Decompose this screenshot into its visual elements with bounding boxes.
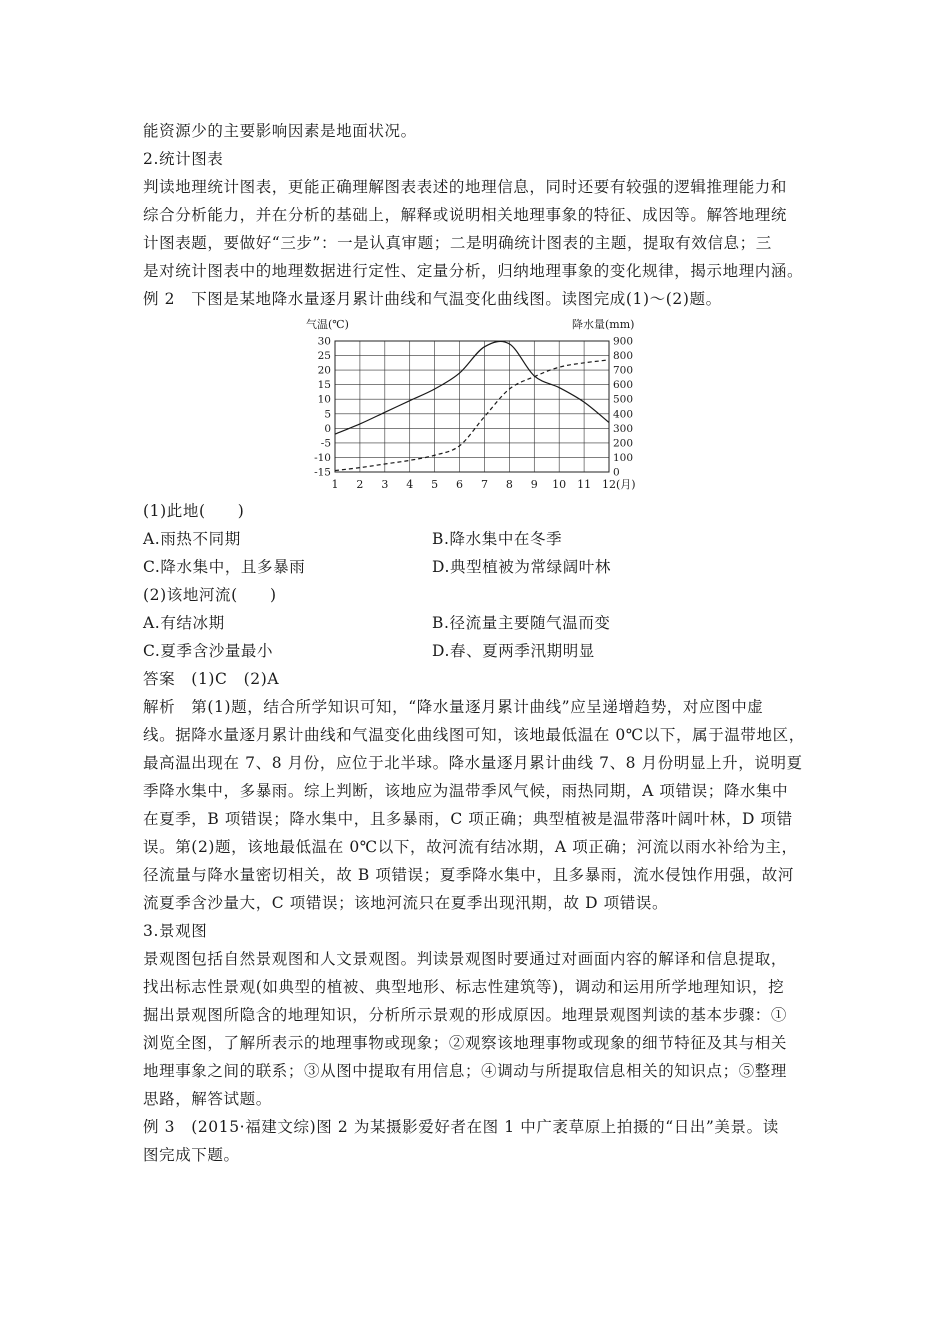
analysis-line: 季降水集中，多暴雨。综上判断，该地应为温带季风气候，雨热同期，A 项错误；降水集中 bbox=[143, 782, 789, 800]
example-heading: 例 3 (2015·福建文综)图 2 为某摄影爱好者在图 1 中广袤草原上拍摄的“日出”美景。读 bbox=[143, 1118, 779, 1136]
left-tick-label: 30 bbox=[317, 335, 331, 348]
x-tick-label: 2 bbox=[356, 478, 364, 491]
paragraph-line: 地理事象之间的联系；③从图中提取有用信息；④调动与所提取信息相关的知识点；⑤整理 bbox=[143, 1062, 788, 1080]
x-tick-label: 1 bbox=[331, 478, 339, 491]
chart-grid bbox=[335, 341, 609, 472]
analysis-line: 在夏季，B 项错误；降水集中，且多暴雨，C 项正确；典型植被是温带落叶阔叶林，D 项错 bbox=[143, 810, 793, 828]
left-tick-label: 15 bbox=[317, 379, 331, 392]
chart-ticks bbox=[314, 336, 636, 492]
x-tick-label: 3 bbox=[381, 478, 389, 491]
x-tick-label: 5 bbox=[431, 478, 439, 491]
question-2-stem: (2)该地河流( ) bbox=[143, 586, 277, 604]
x-tick-label: 12 bbox=[602, 478, 616, 491]
right-tick-label: 600 bbox=[613, 379, 634, 392]
left-tick-label: 0 bbox=[324, 422, 331, 435]
analysis-line: 最高温出现在 7、8 月份，应位于北半球。降水量逐月累计曲线 7、8 月份明显上升，说明夏 bbox=[143, 754, 803, 772]
question-1-option-d: D.典型植被为常绿阔叶林 bbox=[432, 558, 612, 576]
paragraph-line: 能资源少的主要影响因素是地面状况。 bbox=[143, 122, 417, 140]
paragraph-line: 是对统计图表中的地理数据进行定性、定量分析，归纳地理事象的变化规律，揭示地理内涵。 bbox=[143, 262, 804, 280]
right-axis-label: 降水量(mm) bbox=[572, 318, 635, 331]
paragraph-line: 掘出景观图所隐含的地理知识，分析所示景观的形成原因。地理景观图判读的基本步骤：① bbox=[143, 1006, 788, 1024]
x-tick-label: 10 bbox=[552, 478, 567, 491]
section-heading: 2.统计图表 bbox=[143, 150, 224, 168]
question-2-option-b: B.径流量主要随气温而变 bbox=[432, 614, 611, 632]
right-tick-label: 200 bbox=[613, 437, 634, 450]
right-tick-label: 800 bbox=[613, 350, 634, 363]
right-tick-label: 400 bbox=[613, 408, 634, 421]
chart-series bbox=[335, 341, 609, 470]
precipitation-cumulative-line bbox=[335, 360, 609, 471]
x-unit-label: (月) bbox=[616, 478, 636, 491]
left-tick-label: -10 bbox=[314, 451, 331, 464]
paragraph-line: 景观图包括自然景观图和人文景观图。判读景观图时要通过对画面内容的解译和信息提取， bbox=[143, 950, 788, 968]
analysis-line: 径流量与降水量密切相关，故 B 项错误；夏季降水集中，且多暴雨，流水侵蚀作用强，故河 bbox=[143, 866, 794, 884]
paragraph-line: 图完成下题。 bbox=[143, 1146, 240, 1164]
left-axis-label: 气温(℃) bbox=[306, 318, 349, 331]
analysis-line: 线。据降水量逐月累计曲线和气温变化曲线图可知，该地最低温在 0℃以下，属于温带地区， bbox=[143, 726, 805, 744]
right-tick-label: 300 bbox=[613, 422, 634, 435]
analysis-line: 误。第(2)题，该地最低温在 0℃以下，故河流有结冰期，A 项正确；河流以雨水补给为主， bbox=[143, 838, 798, 856]
answer-line: 答案 (1)C (2)A bbox=[143, 670, 280, 688]
question-2-option-d: D.春、夏两季汛期明显 bbox=[432, 642, 595, 660]
question-1-option-b: B.降水集中在冬季 bbox=[432, 530, 563, 548]
left-tick-label: 20 bbox=[317, 364, 331, 377]
section-heading: 3.景观图 bbox=[143, 922, 208, 940]
left-tick-label: -15 bbox=[314, 466, 331, 479]
x-tick-label: 11 bbox=[577, 478, 592, 491]
x-tick-label: 4 bbox=[406, 478, 414, 491]
analysis-line: 解析 第(1)题，结合所学知识可知，“降水量逐月累计曲线”应呈递增趋势，对应图中虚 bbox=[143, 698, 764, 716]
question-1-option-a: A.雨热不同期 bbox=[143, 530, 241, 548]
paragraph-line: 综合分析能力，并在分析的基础上，解释或说明相关地理事象的特征、成因等。解答地理统 bbox=[143, 206, 788, 224]
paragraph-line: 计图表题，要做好“三步”：一是认真审题；二是明确统计图表的主题，提取有效信息；三 bbox=[143, 234, 772, 252]
right-tick-label: 0 bbox=[613, 466, 620, 479]
paragraph-line: 找出标志性景观(如典型的植被、典型地形、标志性建筑等)，调动和运用所学地理知识，挖 bbox=[143, 978, 785, 996]
example-heading: 例 2 下图是某地降水量逐月累计曲线和气温变化曲线图。读图完成(1)～(2)题。 bbox=[143, 290, 722, 308]
x-tick-label: 9 bbox=[530, 478, 538, 491]
left-tick-label: 25 bbox=[317, 350, 331, 363]
question-2-option-a: A.有结冰期 bbox=[143, 614, 225, 632]
x-tick-label: 6 bbox=[456, 478, 464, 491]
right-tick-label: 700 bbox=[613, 364, 634, 377]
climate-chart bbox=[300, 314, 650, 494]
plot-frame bbox=[335, 341, 609, 472]
left-tick-label: -5 bbox=[320, 437, 331, 450]
question-1-option-c: C.降水集中，且多暴雨 bbox=[143, 558, 306, 576]
paragraph-line: 浏览全图，了解所表示的地理事物或现象；②观察该地理事物或现象的细节特征及其与相关 bbox=[143, 1034, 788, 1052]
x-tick-label: 8 bbox=[505, 478, 513, 491]
right-tick-label: 100 bbox=[613, 451, 634, 464]
left-tick-label: 5 bbox=[324, 408, 331, 421]
x-tick-label: 7 bbox=[480, 478, 488, 491]
left-tick-label: 10 bbox=[317, 393, 331, 406]
question-2-option-c: C.夏季含沙量最小 bbox=[143, 642, 274, 660]
analysis-line: 流夏季含沙量大，C 项错误；该地河流只在夏季出现汛期，故 D 项错误。 bbox=[143, 894, 669, 912]
right-tick-label: 900 bbox=[613, 335, 634, 348]
question-1-stem: (1)此地( ) bbox=[143, 502, 245, 520]
paragraph-line: 思路，解答试题。 bbox=[143, 1090, 272, 1108]
right-tick-label: 500 bbox=[613, 393, 634, 406]
paragraph-line: 判读地理统计图表，更能正确理解图表表述的地理信息，同时还要有较强的逻辑推理能力和 bbox=[143, 178, 788, 196]
